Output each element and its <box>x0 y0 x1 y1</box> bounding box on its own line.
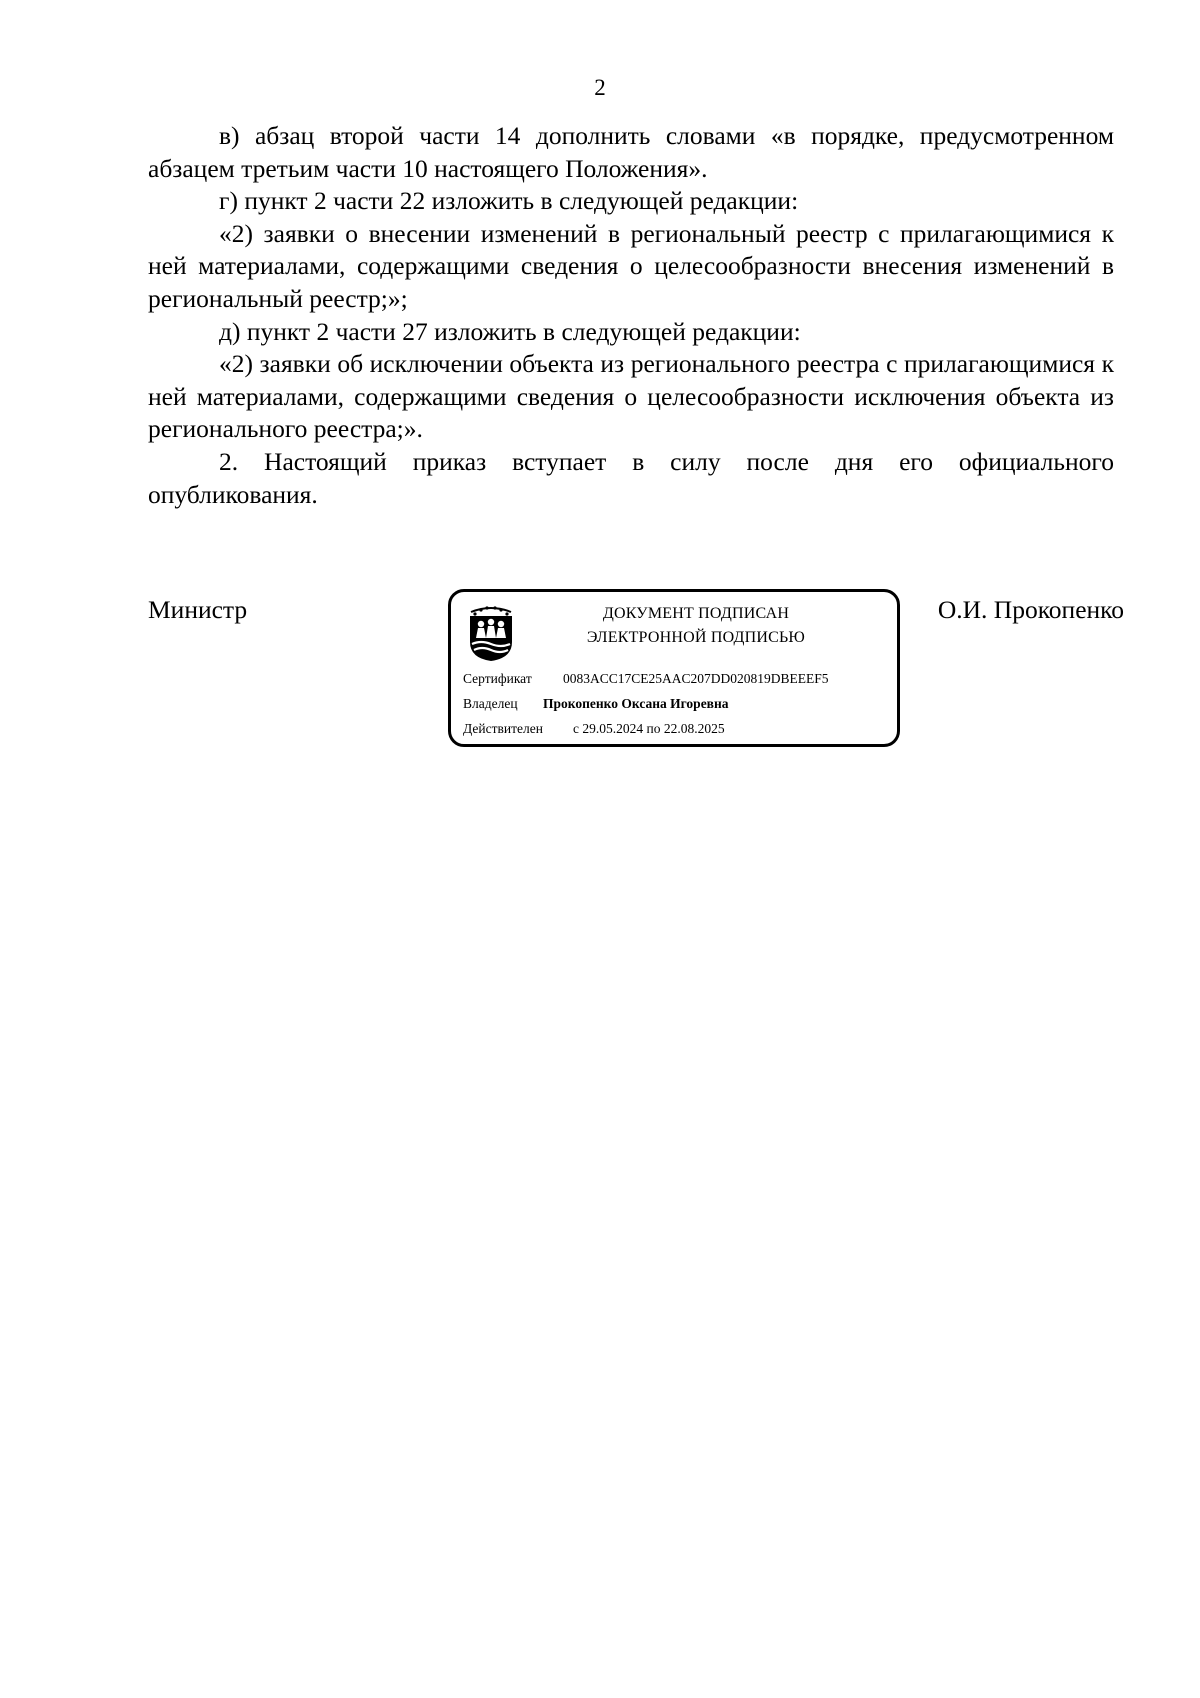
stamp-title-line1: ДОКУМЕНТ ПОДПИСАН <box>602 605 790 622</box>
stamp-title <box>551 602 841 650</box>
certificate-value: 0083ACC17CE25AAC207DD020819DBEEEF5 <box>563 671 829 686</box>
stamp-certificate-row <box>463 670 829 688</box>
electronic-signature-stamp <box>448 589 900 747</box>
page-number: 2 <box>594 75 606 100</box>
stamp-validity-row <box>463 720 725 738</box>
regional-coat-of-arms-icon <box>467 602 515 662</box>
paragraph-amendment-d: д) пункт 2 части 27 изложить в следующей редакции: <box>219 316 801 346</box>
paragraph-effective-date: 2. Настоящий приказ вступает в силу после дня его официального опубликования. <box>148 446 1114 509</box>
validity-value: с 29.05.2024 по 22.08.2025 <box>573 721 725 736</box>
paragraph-quote-27: «2) заявки об исключении объекта из регионального реестра с прилагающимися к ней материалами, содержащими сведения о целесообразности исключения объекта из регионального реестра;». <box>148 349 1114 444</box>
paragraph-amendment-v: в) абзац второй части 14 дополнить словами «в порядке, предусмотренном абзацем третьим части 10 настоящего Положения». <box>148 121 1114 183</box>
paragraph-quote-22: «2) заявки о внесении изменений в региональный реестр с прилагающимися к ней материалами, содержащими сведения о целесообразности внесения изменений в региональный реестр;»; <box>148 218 1114 313</box>
signatory-name: О.И. Прокопенко <box>937 595 1124 624</box>
certificate-label: Сертификат <box>463 671 532 686</box>
validity-label: Действителен <box>463 721 543 736</box>
stamp-title-line2: ЭЛЕКТРОННОЙ ПОДПИСЬЮ <box>586 629 806 646</box>
paragraph-amendment-g: г) пункт 2 части 22 изложить в следующей редакции: <box>219 186 799 216</box>
owner-value: Прокопенко Оксана Игоревна <box>543 696 729 711</box>
signatory-position: Министр <box>148 595 248 624</box>
document-body <box>148 120 1114 511</box>
stamp-owner-row <box>463 695 729 713</box>
owner-label: Владелец <box>463 696 518 711</box>
